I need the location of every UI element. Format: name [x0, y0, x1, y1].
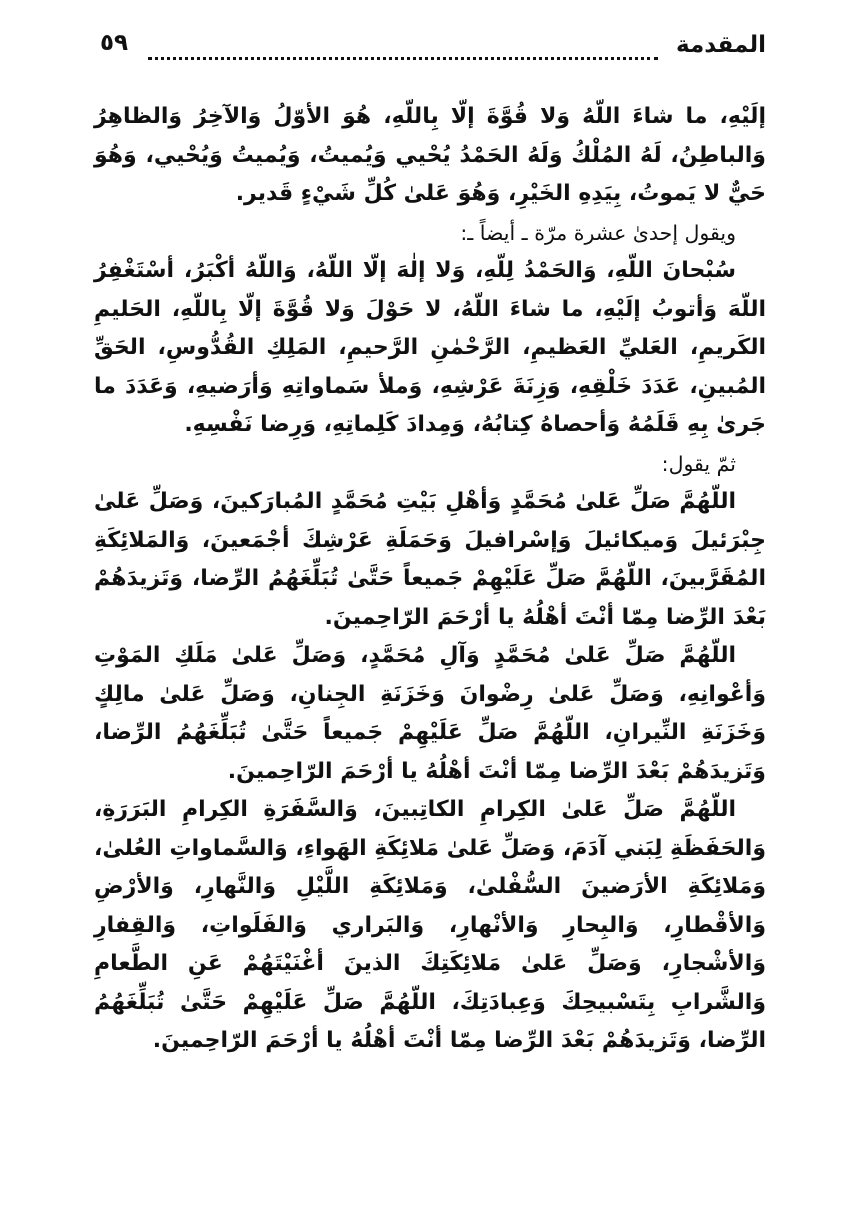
header-dotted-leader — [148, 30, 658, 60]
chapter-title: المقدمة — [676, 32, 766, 58]
paragraph-tasbih: سُبْحانَ اللّهِ، وَالحَمْدُ لِلّهِ، وَلا إلٰهَ إلّا اللّهُ، وَاللّهُ أكْبَرُ، أسْتَغْفِرُ اللّهَ وَأتوبُ إلَيْهِ، ما شاءَ اللّهُ، لا حَوْلَ وَلا قُوَّةَ إلّا بِاللّهِ، الحَليمِ الكَريمِ، العَليِّ العَظيمِ، الرَّحْمٰنِ الرَّحيمِ، المَلِكِ القُدُّوسِ، الحَقِّ المُبينِ، عَدَدَ خَلْقِهِ، وَزِنَةَ عَرْشِهِ، وَملأ سَماواتِهِ وَأرَضيهِ، وَعَدَدَ ما جَرىٰ بِهِ قَلَمُهُ وَأحصاهُ كِتابُهُ، وَمِدادَ كَلِماتِهِ، وَرِضا نَفْسِهِ. — [94, 258, 766, 437]
page-number: ٥٩ — [100, 30, 129, 56]
paragraph-salawat-guardians: اللّهُمَّ صَلِّ عَلىٰ مُحَمَّدٍ وَآلِ مُحَمَّدٍ، وَصَلِّ عَلىٰ مَلَكِ المَوْتِ وَأعْوانِهِ، وَصَلِّ عَلىٰ رِضْوانَ وَخَزَنَةِ الجِنانِ، وَصَلِّ عَلىٰ مالِكٍ وَخَزَنَةِ النِّيرانِ، اللّهُمَّ صَلِّ عَلَيْهِمْ جَميعاً حَتَّىٰ تُبَلِّغَهُمُ الرِّضا، وَتَزيدَهُمْ بَعْدَ الرِّضا مِمّا أنْتَ أهْلُهُ يا أرْحَمَ الرّاحِمينَ. — [94, 643, 766, 784]
paragraph-salawat-angels: اللّهُمَّ صَلِّ عَلىٰ الكِرامِ الكاتِبينَ، وَالسَّفَرَةِ الكِرامِ البَرَرَةِ، وَالحَفَظَةِ لِبَني آدَمَ، وَصَلِّ عَلىٰ مَلائِكَةِ الهَواءِ، وَالسَّماواتِ العُلىٰ، وَمَلائِكَةِ الأرَضينَ السُّفْلىٰ، وَمَلائِكَةِ اللَّيْلِ وَالنَّهارِ، وَالأرْضِ وَالأقْطارِ، وَالبِحارِ وَالأنْهارِ، وَالبَراري وَالفَلَواتِ، وَالقِفارِ وَالأشْجارِ، وَصَلِّ عَلىٰ مَلائِكَتِكَ الذينَ أغْنَيْتَهُمْ عَنِ الطَّعامِ وَالشَّرابِ بِتَسْبيحِكَ وَعِبادَتِكَ، اللّهُمَّ صَلِّ عَلَيْهِمْ حَتَّىٰ تُبَلِّغَهُمُ الرِّضا، وَتَزيدَهُمْ بَعْدَ الرِّضا مِمّا أنْتَ أهْلُهُ يا أرْحَمَ الرّاحِمينَ. — [94, 797, 766, 1053]
instruction-line: ويقول إحدىٰ عشرة مرّة ـ أيضاً ـ: — [460, 220, 736, 245]
page-body — [94, 98, 766, 1061]
instruction-line: ثمّ يقول: — [661, 451, 736, 476]
paragraph-continuation: إلَيْهِ، ما شاءَ اللّهُ وَلا قُوَّةَ إلّا بِاللّهِ، هُوَ الأوّلُ وَالآخِرُ وَالظاهِرُ وَالباطِنُ، لَهُ المُلْكُ وَلَهُ الحَمْدُ يُحْيي وَيُميتُ، وَيُميتُ وَيُحْيي، وَهُوَ حَيٌّ لا يَموتُ، بِيَدِهِ الخَيْرِ، وَهُوَ عَلىٰ كُلِّ شَيْءٍ قَدير. — [94, 104, 766, 206]
page-header — [100, 22, 766, 62]
paragraph-salawat-archangels: اللّهُمَّ صَلِّ عَلىٰ مُحَمَّدٍ وَأهْلِ بَيْتِ مُحَمَّدٍ المُبارَكينَ، وَصَلِّ عَلىٰ جِبْرَئيلَ وَميكائيلَ وَإسْرافيلَ وَحَمَلَةِ عَرْشِكَ أجْمَعينَ، وَالمَلائِكَةِ المُقَرَّبينَ، اللّهُمَّ صَلِّ عَلَيْهِمْ جَميعاً حَتَّىٰ تُبَلِّغَهُمُ الرِّضا، وَتَزيدَهُمْ بَعْدَ الرِّضا مِمّا أنْتَ أهْلُهُ يا أرْحَمَ الرّاحِمينَ. — [94, 489, 766, 630]
